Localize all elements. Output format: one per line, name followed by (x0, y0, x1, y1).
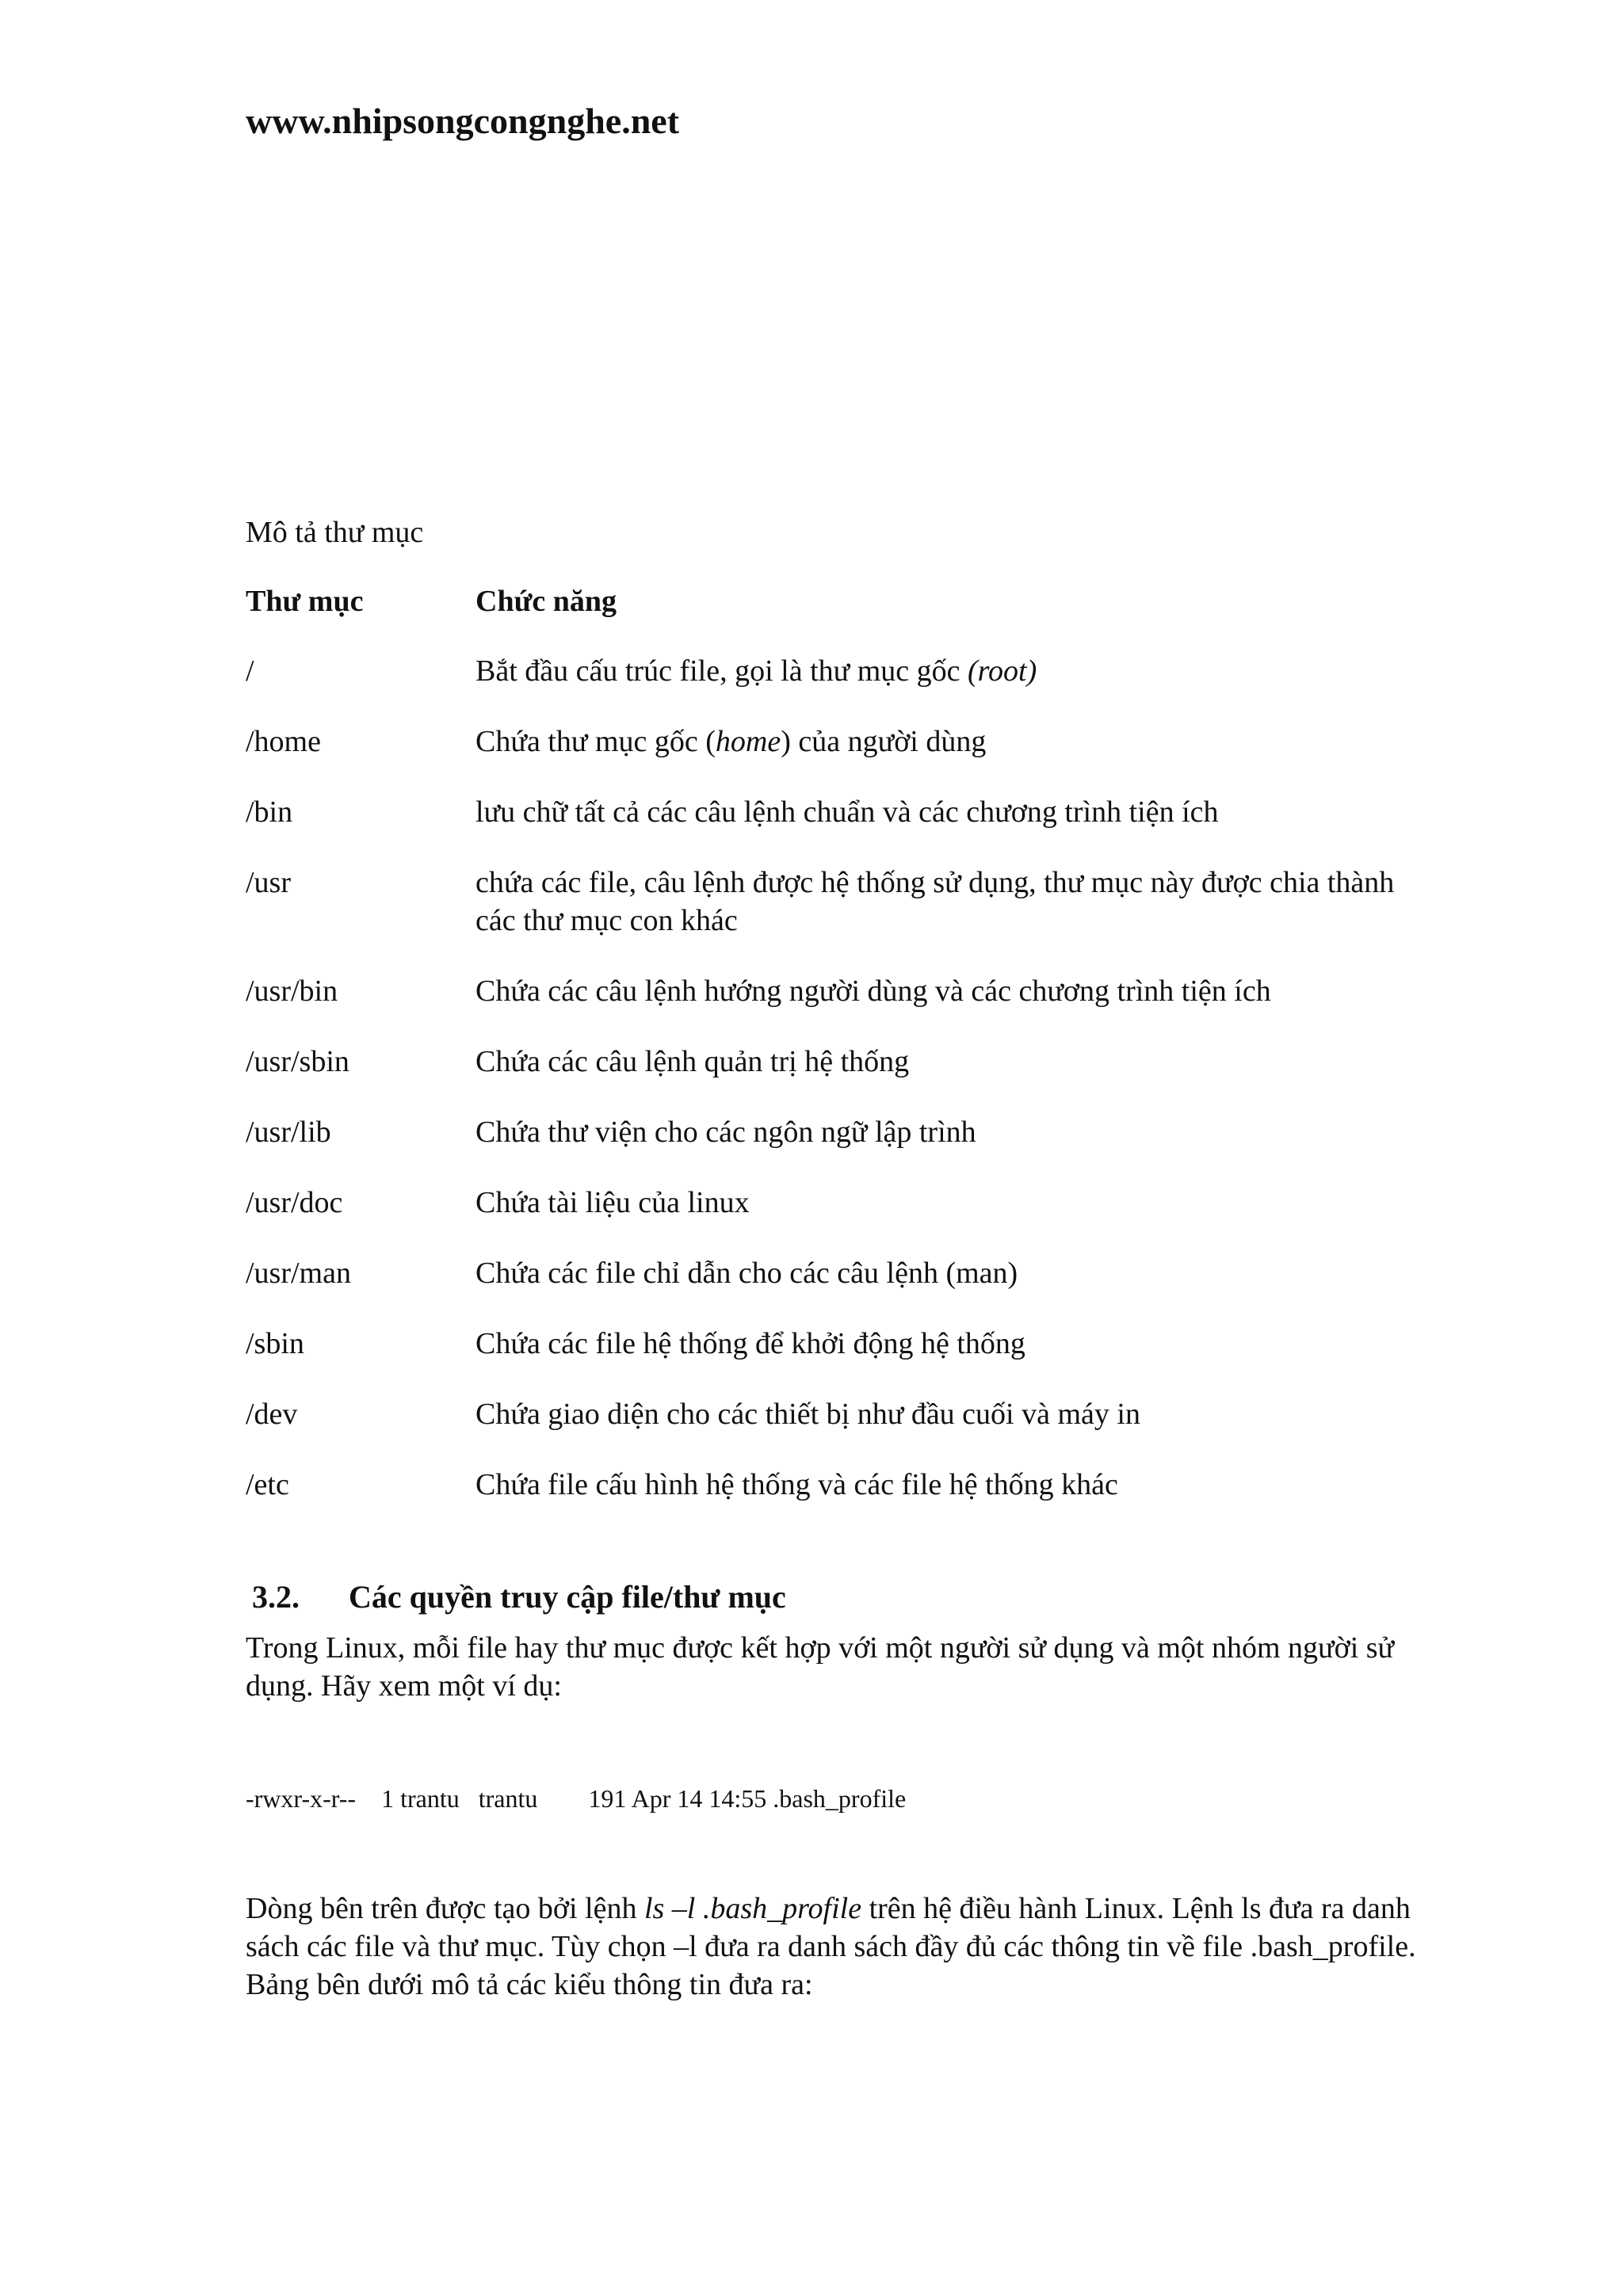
directory-function (475, 1184, 1411, 1222)
directory-function (475, 1254, 1411, 1292)
directory-path: /bin (246, 795, 293, 829)
section-heading (252, 1578, 786, 1615)
function-text-after: ) của người dùng (781, 725, 987, 758)
table-row (246, 1395, 1434, 1433)
directory-function (475, 1466, 1411, 1504)
function-emphasis: home (715, 725, 781, 758)
function-emphasis: (root) (968, 654, 1037, 688)
function-text: Chứa các câu lệnh quản trị hệ thống (475, 1045, 910, 1078)
table-row (246, 793, 1434, 831)
table-row (246, 1325, 1434, 1363)
column-header-directory: Thư mục (246, 585, 364, 618)
table-row (246, 1113, 1434, 1151)
directory-path: /usr/bin (246, 974, 338, 1008)
table-row (246, 864, 1434, 940)
directory-path: /usr/sbin (246, 1045, 349, 1078)
function-text: Chứa thư mục gốc ( (475, 725, 716, 758)
directory-path: /home (246, 725, 321, 758)
table-caption: Mô tả thư mục (246, 516, 424, 549)
directory-function (475, 1325, 1411, 1363)
table-row (246, 972, 1434, 1010)
directory-path: /usr/doc (246, 1186, 343, 1219)
paragraph-intro: Trong Linux, mỗi file hay thư mục được kết hợp với một người sử dụng và một nhóm người sử dụng. Hãy xem một ví dụ: (246, 1631, 1395, 1703)
function-text: Chứa thư viện cho các ngôn ngữ lập trình (475, 1116, 976, 1149)
table-row (246, 1466, 1434, 1504)
directory-function (475, 652, 1411, 690)
table-body (246, 652, 1434, 1504)
table-row (246, 652, 1434, 690)
function-text: Chứa các câu lệnh hướng người dùng và các chương trình tiện ích (475, 974, 1271, 1008)
directory-path: /usr/lib (246, 1116, 331, 1149)
paragraph-explanation (246, 1890, 1434, 2004)
site-header: www.nhipsongcongnghe.net (246, 101, 680, 141)
command-example: ls –l .bash_profile (643, 1892, 862, 1925)
function-text: Chứa các file chỉ dẫn cho các câu lệnh (man) (475, 1257, 1018, 1290)
directory-path: /etc (246, 1468, 289, 1501)
function-text: Chứa file cấu hình hệ thống và các file hệ thống khác (475, 1468, 1118, 1501)
directory-table (246, 582, 1434, 1536)
directory-path: /dev (246, 1398, 298, 1431)
directory-path: /usr (246, 866, 291, 899)
ls-output-line: -rwxr-x-r-- 1 trantu trantu 191 Apr 14 14:55 .bash_profile (246, 1784, 907, 1813)
directory-function (475, 1395, 1411, 1433)
directory-function (475, 864, 1411, 940)
directory-function (475, 972, 1411, 1010)
directory-path: / (246, 654, 254, 688)
column-header-function: Chức năng (475, 585, 617, 618)
directory-path: /sbin (246, 1327, 304, 1360)
function-text: Chứa các file hệ thống để khởi động hệ thống (475, 1327, 1025, 1360)
directory-function (475, 793, 1411, 831)
table-row (246, 1043, 1434, 1081)
table-row (246, 1254, 1434, 1292)
table-header-row (246, 582, 1434, 620)
function-text: Chứa tài liệu của linux (475, 1186, 750, 1219)
function-text: Chứa giao diện cho các thiết bị như đầu cuối và máy in (475, 1398, 1140, 1431)
function-text: Bắt đầu cấu trúc file, gọi là thư mục gốc (475, 654, 968, 688)
directory-function (475, 723, 1411, 761)
directory-path: /usr/man (246, 1257, 351, 1290)
paragraph-explanation-post: trên hệ điều hành Linux. Lệnh ls đưa ra danh sách các file và thư mục. Tùy chọn –l đưa ra danh sách đầy đủ các thông tin về file .bash_profile. Bảng bên dưới mô tả các kiểu thông tin đưa ra: (246, 1892, 1416, 2001)
section-number: 3.2. (252, 1579, 300, 1615)
paragraph-explanation-pre: Dòng bên trên được tạo bởi lệnh (246, 1892, 644, 1925)
table-row (246, 1184, 1434, 1222)
directory-function (475, 1043, 1411, 1081)
function-text: chứa các file, câu lệnh được hệ thống sử dụng, thư mục này được chia thành các thư mục con khác (475, 866, 1395, 937)
function-text: lưu chữ tất cả các câu lệnh chuẩn và các chương trình tiện ích (475, 795, 1219, 829)
table-row (246, 723, 1434, 761)
section-title: Các quyền truy cập file/thư mục (349, 1579, 786, 1615)
directory-function (475, 1113, 1411, 1151)
